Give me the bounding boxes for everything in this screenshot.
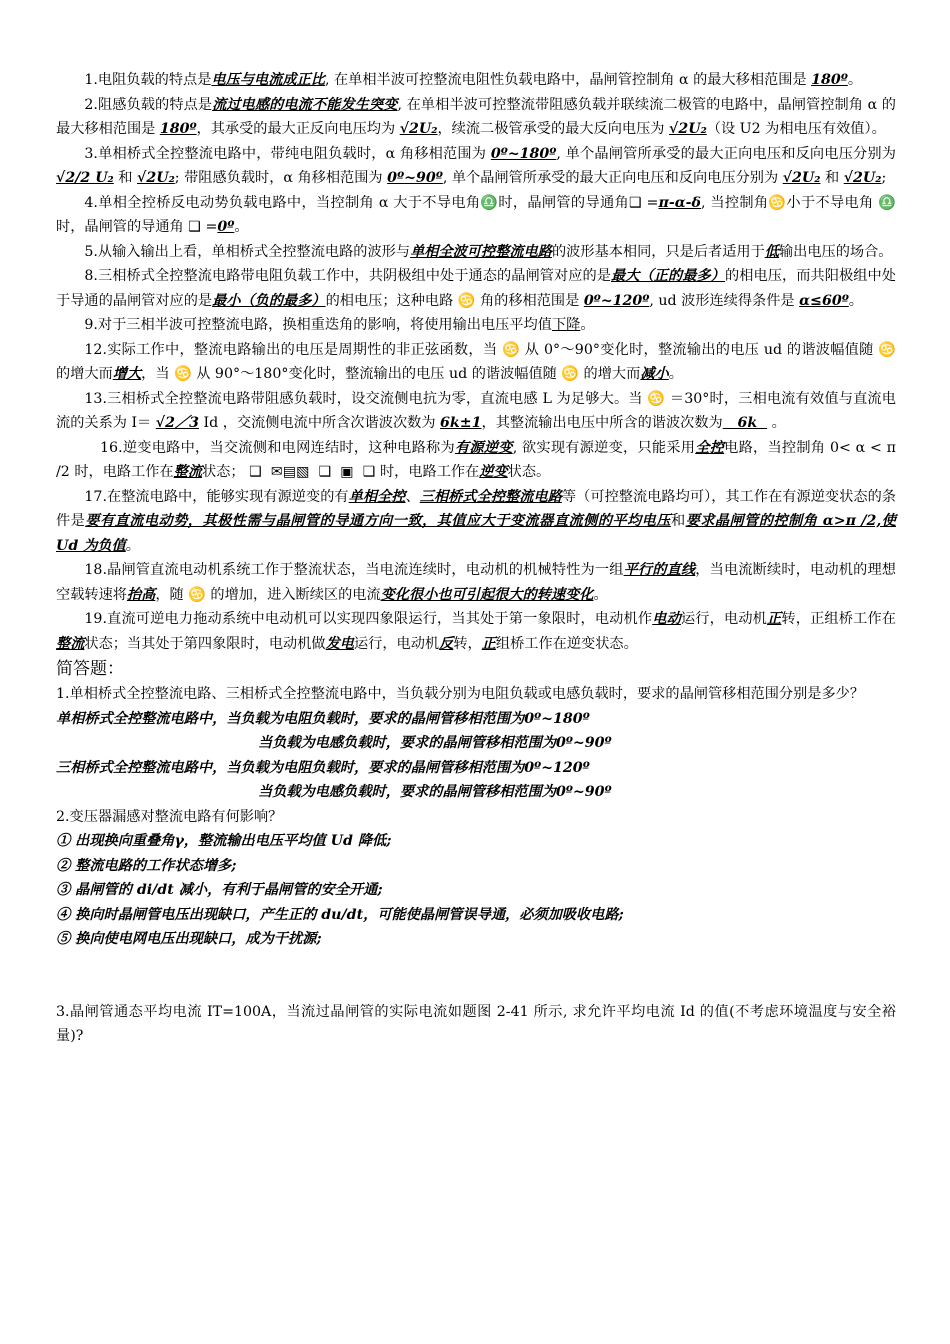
fill-blank-item-16: 16.逆变电路中，当交流侧和电网连结时，这种电路称为有源逆变, 欲实现有源逆变，只能采用全控电路，当控制角 0< α < π /2 时，电路工作在整流状态； ❑ ✉▤▧ ❑ ▣ ❑ 时，电路工作在逆变状态。 [56,439,896,480]
box-symbol-icon: ❑ [628,194,642,211]
garbled-symbols-icon: ❑ ✉▤▧ ❑ ▣ ❑ [249,464,376,480]
cancer-symbol-icon: ♋ [188,586,206,603]
answer-line: 三相桥式全控整流电路中，当负载为电阻负载时，要求的晶闸管移相范围为0º~120º [56,759,590,776]
fill-blank-item-4: 4.单相全控桥反电动势负载电路中，当控制角 α 大于不导电角♎时，晶闸管的导通角❑ =π-α-δ, 当控制角♋小于不导电角 ♎ 时，晶闸管的导通角 ❑ =0º。 [56,194,896,235]
cancer-symbol-icon: ♋ [768,194,787,211]
question-2: 2.变压器漏感对整流电路有何影响？ [56,808,283,825]
cancer-symbol-icon: ♋ [457,292,476,309]
fill-blank-item-9: 9.对于三相半波可控整流电路，换相重迭角的影响，将使用输出电压平均值下降。 [84,317,595,333]
answer-line: ④ 换向时晶闸管电压出现缺口，产生正的 du/dt，可能使晶闸管误导通，必须加吸收电路; [56,906,624,923]
libra-symbol-icon: ♎ [480,194,499,211]
fill-blank-item-1: 1.电阻负载的特点是电压与电流成正比, 在单相半波可控整流电阻性负载电路中，晶闸管控制角 α 的最大移相范围是 180º。 [84,72,863,88]
answer-line: 当负载为电感负载时，要求的晶闸管移相范围为0º~90º [258,735,612,751]
fill-blank-item-18: 18.晶闸管直流电动机系统工作于整流状态，当电流连续时，电动机的机械特性为一组平行的直线，当电流断续时，电动机的理想空载转速将抬高，随 ♋ 的增加，进入断续区的电流变化很小也可引起很大的转速变化。 [56,562,896,603]
answer-2 [56,829,896,952]
section-title: 简答题： [56,659,124,679]
fill-blank-item-19: 19.直流可逆电力拖动系统中电动机可以实现四象限运行，当其处于第一象限时，电动机作电动运行，电动机正转，正组桥工作在整流状态；当其处于第四象限时，电动机做发电运行，电动机反转，正组桥工作在逆变状态。 [56,611,896,652]
box-symbol-icon: ❑ [188,219,201,235]
answer-line: ③ 晶闸管的 di/dt 减小，有利于晶闸管的安全开通; [56,882,383,898]
fill-blank-item-8: 8.三相桥式全控整流电路带电阻负载工作中，共阴极组中处于通态的晶闸管对应的是最大（正的最多）的相电压，而共阳极组中处于导通的晶闸管对应的是最小（负的最多）的相电压；这种电路 ♋ 角的移相范围是 0º~120º, ud 波形连续得条件是 α≤60º。 [56,268,896,309]
cancer-symbol-icon: ♋ [647,390,666,407]
answer-1 [56,707,896,805]
answer-line: ① 出现换向重叠角γ，整流输出电压平均值 Ud 降低; [56,833,392,849]
answer-line: ② 整流电路的工作状态增多; [56,857,237,874]
fill-blank-item-12: 12.实际工作中，整流电路输出的电压是周期性的非正弦函数，当 ♋ 从 0°～90°变化时，整流输出的电压 ud 的谐波幅值随 ♋ 的增大而增大，当 ♋ 从 90°～180°变化时，整流输出的电压 ud 的谐波幅值随 ♋ 的增大而减小。 [56,341,896,382]
question-3: 3.晶闸管通态平均电流 IT=100A，当流过晶闸管的实际电流如题图 2-41 所示, 求允许平均电流 Id 的值(不考虑环境温度与安全裕量)? [56,1003,896,1044]
fill-blank-item-3: 3.单相桥式全控整流电路中，带纯电阻负载时，α 角移相范围为 0º~180º, 单个晶闸管所承受的最大正向电压和反向电压分别为 √2/2 U₂ 和 √2U₂; 带阻感负载时，α 角移相范围为 0º~90º, 单个晶闸管所承受的最大正向电压和反向电压分别为 √2U₂ 和 √2U₂; [56,145,896,186]
cancer-symbol-icon: ♋ [561,366,580,382]
fill-blank-item-5: 5.从输入输出上看，单相桥式全控整流电路的波形与单相全波可控整流电路的波形基本相同，只是后者适用于低输出电压的场合。 [84,243,893,260]
question-1: 1.单相桥式全控整流电路、三相桥式全控整流电路中，当负载分别为电阻负载或电感负载时，要求的晶闸管移相范围分别是多少？ [56,686,865,702]
cancer-symbol-icon: ♋ [502,341,520,358]
fill-blank-item-2: 2.阻感负载的特点是流过电感的电流不能发生突变, 在单相半波可控整流带阻感负载并联续流二极管的电路中，晶闸管控制角 α 的最大移相范围是 180º，其承受的最大正反向电压均为 √2U₂，续流二极管承受的最大反向电压为 √2U₂（设 U2 为相电压有效值）。 [56,96,896,137]
cancer-symbol-icon: ♋ [878,341,896,358]
document-page [56,68,896,1049]
fill-blank-item-13: 13.三相桥式全控整流电路带阻感负载时，设交流侧电抗为零，直流电感 L 为足够大。当 ♋ ＝30°时，三相电流有效值与直流电流的关系为 I＝ √2／3 Id ，交流侧电流中所含次谐波次数为 6k±1，其整流输出电压中所含的谐波次数为 6k 。 [56,390,896,431]
cancer-symbol-icon: ♋ [174,366,192,382]
answer-line: ⑤ 换向使电网电压出现缺口，成为干扰源; [56,931,322,947]
answer-line: 单相桥式全控整流电路中，当负载为电阻负载时，要求的晶闸管移相范围为0º~180º [56,710,590,727]
libra-symbol-icon: ♎ [878,194,896,211]
fill-blank-item-17: 17.在整流电路中，能够实现有源逆变的有单相全控、三相桥式全控整流电路等（可控整流电路均可），其工作在有源逆变状态的条件是要有直流电动势，其极性需与晶闸管的导通方向一致，其值应大于变流器直流侧的平均电压和要求晶闸管的控制角 α>π /2,使 Ud 为负值。 [56,488,896,554]
answer-line: 当负载为电感负载时，要求的晶闸管移相范围为0º~90º [258,784,612,800]
